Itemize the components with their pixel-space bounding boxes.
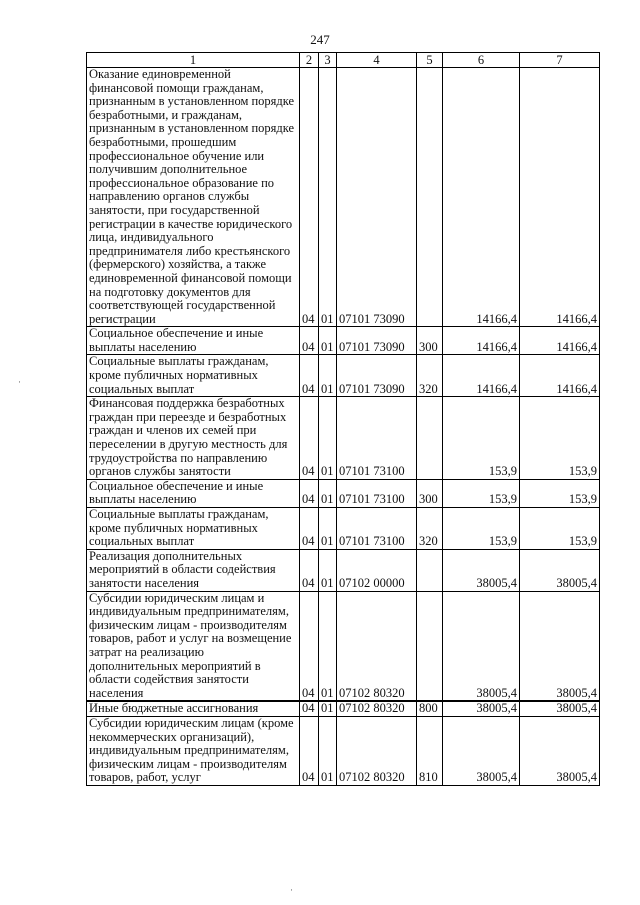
item-name-cell [87, 68, 300, 327]
table-row [87, 479, 600, 507]
section-code-cell: 04 [300, 355, 319, 397]
item-name-line: выплаты населению [89, 339, 197, 354]
item-name-line: переселении в другую местность для [89, 437, 288, 452]
column-header-1: 1 [87, 53, 300, 68]
subsection-code-cell: 01 [319, 327, 337, 355]
item-name-line: Иные бюджетные ассигнования [89, 701, 259, 716]
expense-type-cell: 810 [417, 716, 443, 785]
item-name-cell [87, 549, 300, 591]
expense-type-cell [417, 549, 443, 591]
item-name-cell [87, 355, 300, 397]
target-article-cell: 07102 80320 [337, 591, 417, 701]
subsection-code-cell: 01 [319, 549, 337, 591]
table-row [87, 397, 600, 480]
item-name-line: населения [89, 685, 144, 700]
expense-type-cell: 300 [417, 479, 443, 507]
item-name-cell [87, 508, 300, 550]
item-name-line: граждан при переезде и безработных [89, 409, 287, 424]
item-name-line: органов службы занятости [89, 464, 231, 479]
subsection-code-cell: 01 [319, 508, 337, 550]
section-code-cell: 04 [300, 508, 319, 550]
item-name-line: мероприятий в области содействия [89, 562, 276, 577]
item-name-line: затрат на реализацию [89, 644, 204, 659]
subsection-code-cell: 01 [319, 68, 337, 327]
item-name-line: занятости, при государственной [89, 202, 260, 217]
subsection-code-cell: 01 [319, 355, 337, 397]
subsection-code-cell: 01 [319, 716, 337, 785]
amount-cell: 38005,4 [443, 549, 520, 591]
item-name-line: занятости населения [89, 575, 200, 590]
amount-cell: 153,9 [520, 397, 600, 480]
item-name-line: соответствующей государственной [89, 298, 276, 313]
scan-speck: · [290, 885, 293, 895]
item-name-line: кроме публичных нормативных [89, 520, 258, 535]
item-name-line: кроме публичных нормативных [89, 368, 258, 383]
item-name-line: направлению органов службы [89, 189, 250, 204]
column-header-6: 6 [443, 53, 520, 68]
item-name-line: дополнительных мероприятий в [89, 658, 261, 673]
item-name-line: Реализация дополнительных [89, 549, 243, 563]
item-name-line: физическим лицам - производителям [89, 617, 287, 632]
item-name-line: регистрации в качестве юридического [89, 216, 293, 231]
column-number-row [87, 53, 600, 68]
subsection-code-cell: 01 [319, 397, 337, 480]
expense-type-cell [417, 68, 443, 327]
item-name-line: индивидуальным предпринимателям, [89, 743, 289, 758]
target-article-cell: 07101 73090 [337, 68, 417, 327]
expense-type-cell: 320 [417, 508, 443, 550]
section-code-cell: 04 [300, 716, 319, 785]
section-code-cell: 04 [300, 68, 319, 327]
amount-cell: 14166,4 [443, 355, 520, 397]
item-name-line: (фермерского) хозяйства, а также [89, 257, 267, 272]
item-name-line: на подготовку документов для [89, 284, 251, 299]
table-row [87, 327, 600, 355]
column-header-4: 4 [337, 53, 417, 68]
item-name-line: социальных выплат [89, 381, 195, 396]
target-article-cell: 07102 00000 [337, 549, 417, 591]
target-article-cell: 07102 80320 [337, 701, 417, 716]
section-code-cell: 04 [300, 397, 319, 480]
column-header-2: 2 [300, 53, 319, 68]
subsection-code-cell: 01 [319, 479, 337, 507]
section-code-cell: 04 [300, 591, 319, 701]
column-header-5: 5 [417, 53, 443, 68]
item-name-line: Социальное обеспечение и иные [89, 326, 264, 341]
item-name-line: Субсидии юридическим лицам и [89, 591, 265, 605]
table-row [87, 701, 600, 716]
item-name-line: Социальное обеспечение и иные [89, 479, 264, 493]
item-name-line: выплаты населению [89, 492, 197, 507]
amount-cell: 38005,4 [443, 716, 520, 785]
amount-cell: 153,9 [520, 479, 600, 507]
amount-cell: 14166,4 [520, 68, 600, 327]
item-name-line: Оказание единовременной [89, 67, 231, 81]
item-name-line: признанным в установленном порядке [89, 121, 295, 136]
item-name-line: Субсидии юридическим лицам (кроме [89, 716, 294, 730]
item-name-line: индивидуальным предпринимателям, [89, 604, 289, 619]
item-name-line: Социальные выплаты гражданам, [89, 354, 269, 369]
item-name-line: регистрации [89, 311, 156, 326]
target-article-cell: 07101 73090 [337, 327, 417, 355]
item-name-line: безработными, прошедшим [89, 134, 237, 149]
budget-table [86, 52, 600, 786]
amount-cell: 38005,4 [520, 701, 600, 716]
item-name-cell [87, 701, 300, 716]
item-name-line: товаров, работ, услуг [89, 770, 201, 785]
item-name-line: социальных выплат [89, 534, 195, 549]
item-name-cell [87, 397, 300, 480]
subsection-code-cell: 01 [319, 591, 337, 701]
item-name-cell [87, 716, 300, 785]
item-name-line: предпринимателя либо крестьянского [89, 243, 291, 258]
item-name-cell [87, 591, 300, 701]
table-row [87, 508, 600, 550]
item-name-line: безработными, и гражданам, [89, 107, 243, 122]
amount-cell: 14166,4 [520, 327, 600, 355]
table-row [87, 591, 600, 701]
item-name-line: трудоустройства по направлению [89, 450, 268, 465]
amount-cell: 153,9 [443, 479, 520, 507]
amount-cell: 38005,4 [520, 591, 600, 701]
column-header-7: 7 [520, 53, 600, 68]
section-code-cell: 04 [300, 479, 319, 507]
item-name-line: области содействия занятости [89, 672, 249, 687]
table-row [87, 549, 600, 591]
table-row [87, 68, 600, 327]
expense-type-cell [417, 397, 443, 480]
item-name-line: физическим лицам - производителям [89, 756, 287, 771]
amount-cell: 153,9 [520, 508, 600, 550]
item-name-line: профессиональное образование по [89, 175, 275, 190]
item-name-line: Социальные выплаты гражданам, [89, 507, 269, 521]
target-article-cell: 07102 80320 [337, 716, 417, 785]
item-name-line: финансовой помощи гражданам, [89, 80, 264, 95]
item-name-line: граждан и членов их семей при [89, 423, 257, 438]
target-article-cell: 07101 73100 [337, 508, 417, 550]
item-name-line: единовременной финансовой помощи [89, 270, 292, 285]
section-code-cell: 04 [300, 327, 319, 355]
expense-type-cell: 300 [417, 327, 443, 355]
table-row [87, 355, 600, 397]
amount-cell: 14166,4 [520, 355, 600, 397]
expense-type-cell [417, 591, 443, 701]
page-number: 247 [310, 32, 330, 47]
expense-type-cell: 320 [417, 355, 443, 397]
table-body [87, 68, 600, 786]
amount-cell: 38005,4 [520, 716, 600, 785]
amount-cell: 14166,4 [443, 68, 520, 327]
amount-cell: 38005,4 [443, 701, 520, 716]
scan-speck: · [18, 377, 21, 387]
expense-type-cell: 800 [417, 701, 443, 716]
column-header-3: 3 [319, 53, 337, 68]
amount-cell: 14166,4 [443, 327, 520, 355]
target-article-cell: 07101 73090 [337, 355, 417, 397]
item-name-line: признанным в установленном порядке [89, 94, 295, 109]
table-row [87, 716, 600, 785]
item-name-line: получившим дополнительное [89, 162, 248, 177]
item-name-line: лица, индивидуального [89, 230, 214, 245]
item-name-cell [87, 479, 300, 507]
target-article-cell: 07101 73100 [337, 397, 417, 480]
item-name-line: Финансовая поддержка безработных [89, 396, 285, 411]
amount-cell: 153,9 [443, 397, 520, 480]
item-name-cell [87, 327, 300, 355]
section-code-cell: 04 [300, 549, 319, 591]
item-name-line: профессиональное обучение или [89, 148, 265, 163]
item-name-line: некоммерческих организаций), [89, 729, 255, 744]
amount-cell: 38005,4 [520, 549, 600, 591]
item-name-line: товаров, работ и услуг на возмещение [89, 631, 292, 646]
section-code-cell: 04 [300, 701, 319, 716]
amount-cell: 153,9 [443, 508, 520, 550]
amount-cell: 38005,4 [443, 591, 520, 701]
subsection-code-cell: 01 [319, 701, 337, 716]
target-article-cell: 07101 73100 [337, 479, 417, 507]
